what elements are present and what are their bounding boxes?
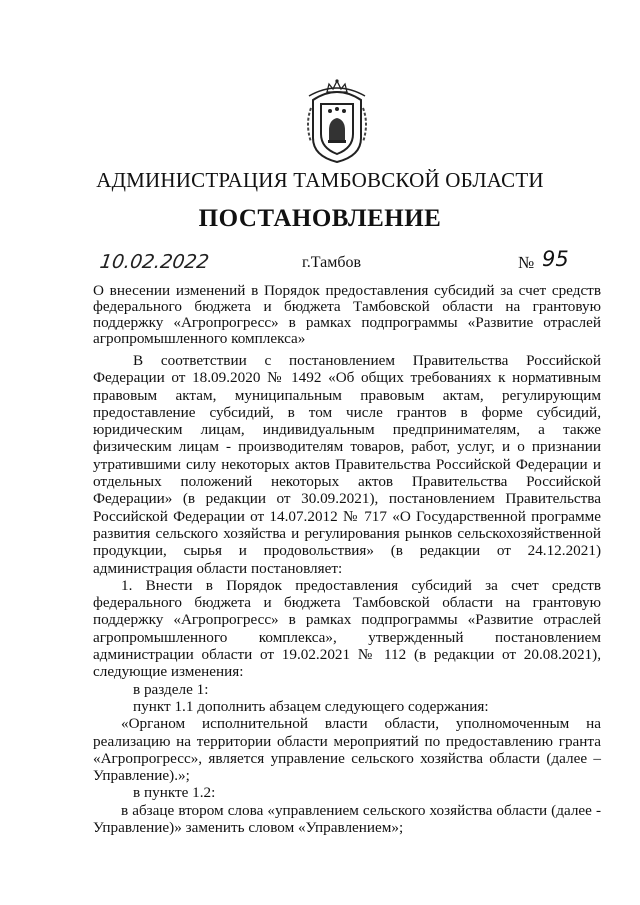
paragraph-second-indent: в абзаце втором слова «управлением сельского хозяйства области (далее - Управление)» заменить словом «Управлением»; [93,801,601,837]
document-date: 10.02.2022 [98,251,211,273]
document-type-title: ПОСТАНОВЛЕНИЕ [198,205,442,232]
tambov-coat-of-arms-icon [301,78,373,164]
document-number: 95 [542,247,569,271]
document-number-label: № [518,253,535,272]
paragraph-item-1: 1. Внести в Порядок предоставления субсидий за счет средств федерального бюджета и бюджета Тамбовской области на грантовую поддержку «Агропрогресс» в рамках подпрограммы «Развитие отраслей агропромышленного комплекса», утвержденный постановлением администрации области от 19.02.2021 № 112 (в редакции от 20.08.2021), следующие изменения: [93,576,601,681]
paragraph-clause-1-1: пункт 1.1 дополнить абзацем следующего содержания: [133,697,489,715]
document-body [93,352,601,836]
paragraph-preamble: В соответствии с постановлением Правительства Российской Федерации от 18.09.2020 № 1492 «Об общих требованиях к нормативным правовым актам, муниципальным правовым актам, регулирующим предоставление субсидий, в том числе грантов в форме субсидий, юридическим лицам, индивидуальным предпринимателям, а также физическим лицам - производителям товаров, работ, услуг, и о признании утратившими силу некоторых актов Правительства Российской Федерации и отдельных положений некоторых актов Правительства Российской Федерации» (в редакции от 30.09.2021), постановлением Правительства Российской Федерации от 14.07.2012 № 717 «О Государственной программе развития сельского хозяйства и регулирования рынков сельскохозяйственной продукции, сырья и продовольствия» (в редакции от 24.12.2021) администрация области постановляет: [93,352,601,577]
organization-title: АДМИНИСТРАЦИЯ ТАМБОВСКОЙ ОБЛАСТИ [96,168,544,192]
paragraph-section-1: в разделе 1: [133,680,209,698]
paragraph-clause-1-2: в пункте 1.2: [133,784,216,802]
document-subject: О внесении изменений в Порядок предоставления субсидий за счет средств федерального бюджета и бюджета Тамбовской области на грантовую поддержку «Агропрогресс» в рамках подпрограммы «Развитие отраслей агропромышленного комплекса» [93,282,601,347]
paragraph-quoted-addition: «Органом исполнительной власти области, уполномоченным на реализацию на территории области мероприятий по предоставлению гранта «Агропрогресс», является управление сельского хозяйства области (далее – Управление).»; [93,715,601,785]
document-city: г.Тамбов [302,254,362,271]
